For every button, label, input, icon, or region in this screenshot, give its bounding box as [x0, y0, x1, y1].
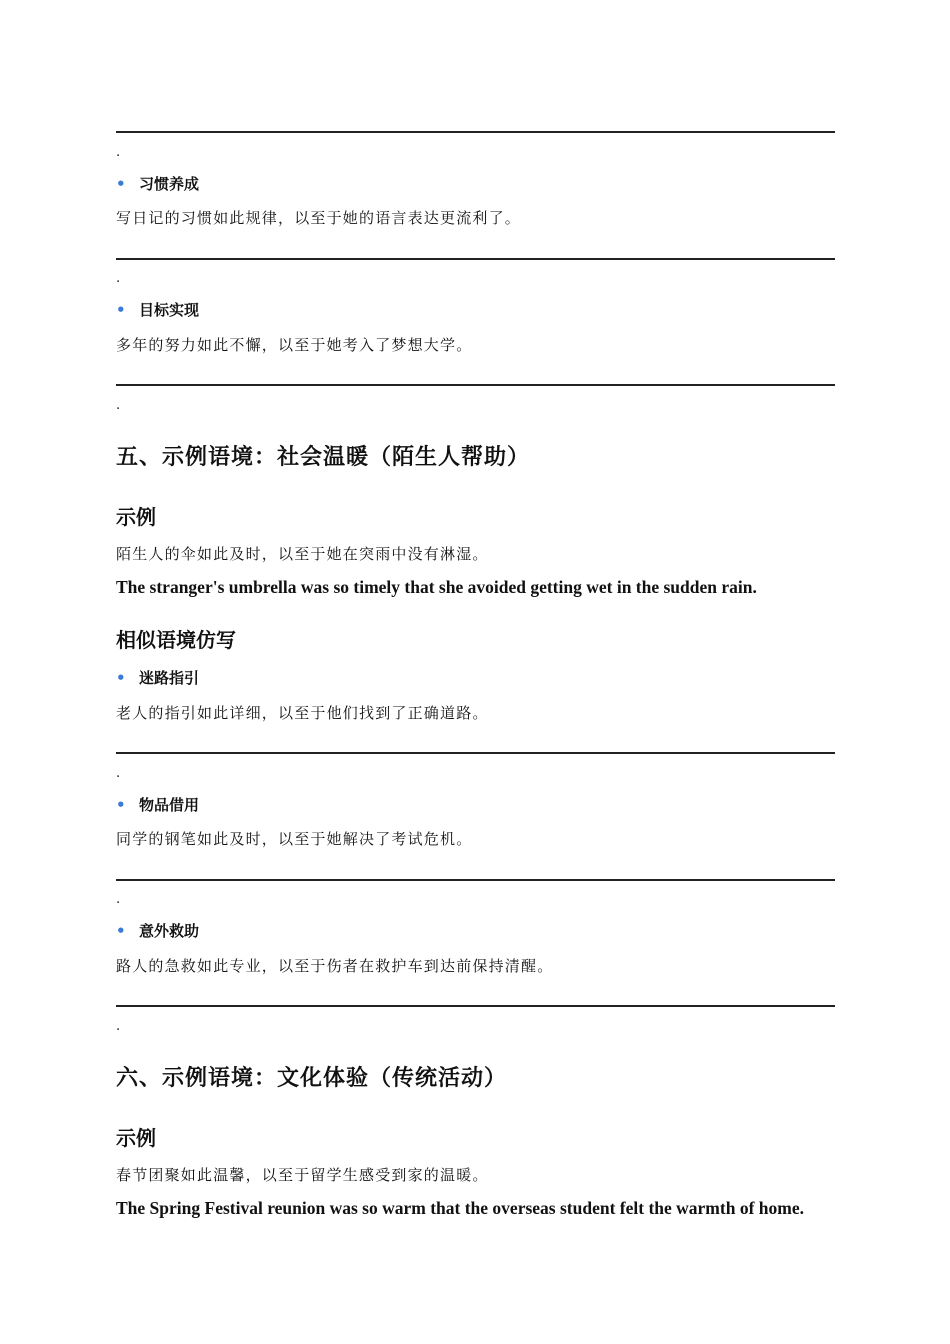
section-title: 六、示例语境：文化体验（传统活动）	[116, 1066, 508, 1091]
prompt-sentence: 老人的指引如此详细，以至于他们找到了正确道路。	[116, 704, 489, 722]
item-label: 意外救助	[139, 922, 200, 940]
bullet-icon: •	[116, 175, 126, 193]
answer-line	[116, 131, 835, 133]
example-sentence-en: The Spring Festival reunion was so warm that the overseas student felt the warmth of home.	[116, 1198, 804, 1218]
example-heading: 示例	[116, 505, 156, 529]
bullet-icon: •	[116, 796, 126, 814]
example-sentence-cn: 陌生人的伞如此及时，以至于她在突雨中没有淋湿。	[116, 545, 489, 563]
answer-line	[116, 258, 835, 260]
practice-heading: 相似语境仿写	[116, 628, 236, 652]
prompt-sentence: 多年的努力如此不懈，以至于她考入了梦想大学。	[116, 336, 473, 354]
list-item	[116, 668, 199, 688]
list-item	[116, 174, 199, 194]
period-mark: .	[116, 271, 121, 286]
period-mark: .	[116, 1019, 121, 1034]
period-mark: .	[116, 398, 121, 413]
item-label: 迷路指引	[139, 669, 200, 687]
period-mark: .	[116, 766, 121, 781]
bullet-icon: •	[116, 922, 126, 940]
example-sentence-cn: 春节团聚如此温馨，以至于留学生感受到家的温暖。	[116, 1166, 489, 1184]
period-mark: .	[116, 145, 121, 160]
answer-line	[116, 879, 835, 881]
bullet-icon: •	[116, 669, 126, 687]
list-item	[116, 795, 199, 815]
prompt-sentence: 同学的钢笔如此及时，以至于她解决了考试危机。	[116, 830, 473, 848]
list-item	[116, 921, 199, 941]
section-title: 五、示例语境：社会温暖（陌生人帮助）	[116, 445, 531, 470]
example-heading: 示例	[116, 1126, 156, 1150]
bullet-icon: •	[116, 301, 126, 319]
example-sentence-en: The stranger's umbrella was so timely that she avoided getting wet in the sudden rain.	[116, 577, 757, 597]
item-label: 习惯养成	[139, 175, 200, 193]
list-item	[116, 300, 199, 320]
answer-line	[116, 384, 835, 386]
item-label: 物品借用	[139, 796, 200, 814]
answer-line	[116, 752, 835, 754]
answer-line	[116, 1005, 835, 1007]
period-mark: .	[116, 892, 121, 907]
prompt-sentence: 写日记的习惯如此规律，以至于她的语言表达更流利了。	[116, 209, 522, 227]
prompt-sentence: 路人的急救如此专业，以至于伤者在救护车到达前保持清醒。	[116, 957, 554, 975]
item-label: 目标实现	[139, 301, 200, 319]
